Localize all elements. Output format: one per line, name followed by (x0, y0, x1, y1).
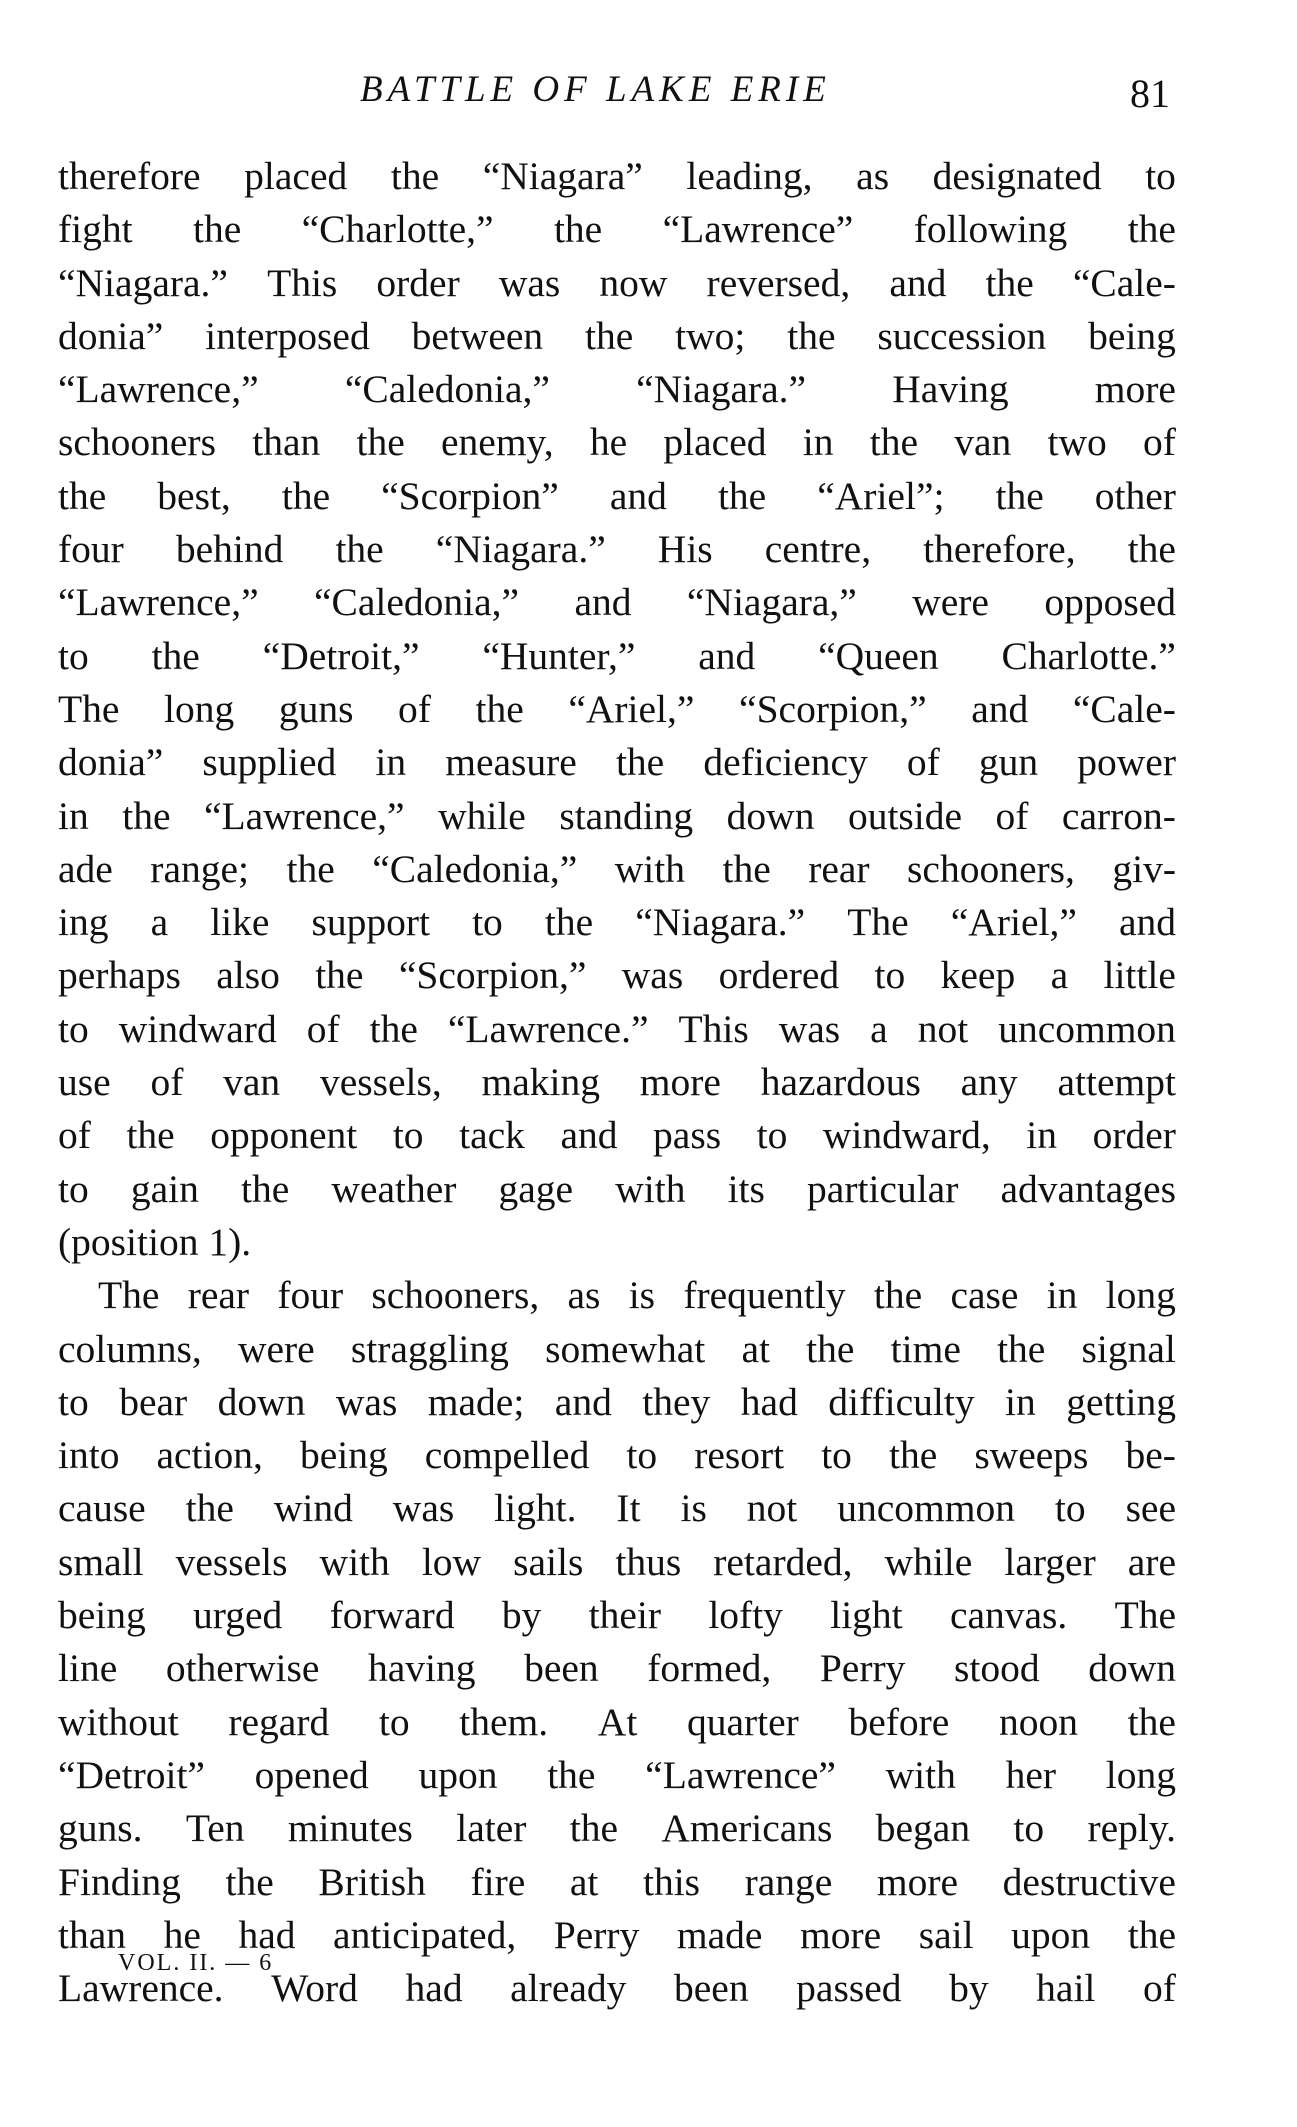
text-line: to the “Detroit,” “Hunter,” and “Queen Charlotte.” (58, 633, 1176, 678)
text-line: of the opponent to tack and pass to windward, in order (58, 1113, 1176, 1158)
text-line: small vessels with low sails thus retarded, while larger are (58, 1539, 1176, 1584)
text-line: four behind the “Niagara.” His centre, therefore, the (58, 527, 1176, 572)
text-line: being urged forward by their lofty light canvas. The (58, 1593, 1176, 1638)
text-line: ade range; the “Caledonia,” with the rear schooners, giv- (58, 846, 1176, 891)
text-line: schooners than the enemy, he placed in the van two of (58, 420, 1176, 465)
text-line: Finding the British fire at this range more destructive (58, 1859, 1176, 1904)
text-line: (position 1). (58, 1219, 252, 1264)
text-line: than he had anticipated, Perry made more sail upon the (58, 1912, 1176, 1957)
text-line: use of van vessels, making more hazardous any attempt (58, 1060, 1176, 1105)
body-text (58, 150, 1176, 2015)
text-line: “Niagara.” This order was now reversed, and the “Cale- (58, 260, 1176, 305)
text-line: ing a like support to the “Niagara.” The “Ariel,” and (58, 900, 1176, 945)
text-line: to windward of the “Lawrence.” This was a not uncommon (58, 1006, 1176, 1051)
text-line: The long guns of the “Ariel,” “Scorpion,” and “Cale- (58, 686, 1176, 731)
text-line: “Lawrence,” “Caledonia,” and “Niagara,” were opposed (58, 580, 1176, 625)
text-line: in the “Lawrence,” while standing down outside of carron- (58, 793, 1176, 838)
volume-signature: VOL. II. — 6 (118, 1950, 274, 1976)
text-line: without regard to them. At quarter before noon the (58, 1699, 1176, 1744)
text-line: fight the “Charlotte,” the “Lawrence” following the (58, 207, 1176, 252)
text-line: to gain the weather gage with its particular advantages (58, 1166, 1176, 1211)
text-line: to bear down was made; and they had difficulty in getting (58, 1379, 1176, 1424)
text-line: the best, the “Scorpion” and the “Ariel”; the other (58, 473, 1176, 518)
running-head-title: BATTLE OF LAKE ERIE (360, 69, 831, 110)
text-line: “Lawrence,” “Caledonia,” “Niagara.” Having more (58, 367, 1176, 412)
page-number: 81 (1130, 71, 1170, 116)
text-line: The rear four schooners, as is frequently the case in long (98, 1273, 1176, 1318)
text-line: donia” supplied in measure the deficiency of gun power (58, 740, 1176, 785)
text-line: into action, being compelled to resort to the sweeps be- (58, 1433, 1176, 1478)
text-line: “Detroit” opened upon the “Lawrence” with her long (58, 1752, 1176, 1797)
text-line: perhaps also the “Scorpion,” was ordered to keep a little (58, 953, 1176, 998)
text-line: cause the wind was light. It is not uncommon to see (58, 1486, 1176, 1531)
text-line: Lawrence. Word had already been passed by hail of (58, 1966, 1176, 2011)
text-line: donia” interposed between the two; the succession being (58, 313, 1176, 358)
text-line: guns. Ten minutes later the Americans began to reply. (58, 1806, 1176, 1851)
text-line: line otherwise having been formed, Perry stood down (58, 1646, 1176, 1691)
text-line: columns, were straggling somewhat at the time the signal (58, 1326, 1176, 1371)
text-line: therefore placed the “Niagara” leading, as designated to (58, 154, 1176, 198)
